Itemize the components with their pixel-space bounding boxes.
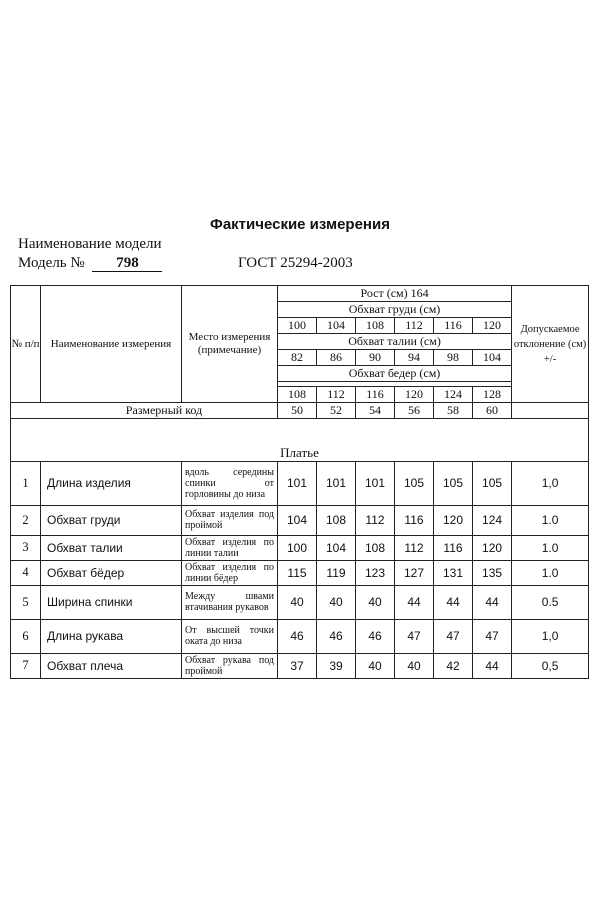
measurement-value: 127 <box>395 560 434 585</box>
row-number: 5 <box>11 585 41 619</box>
measurement-name: Ширина спинки <box>41 585 182 619</box>
table-row <box>11 560 589 585</box>
header-place: Место измерения (примечание) <box>182 286 278 403</box>
measurement-name: Обхват плеча <box>41 653 182 678</box>
measurement-value: 47 <box>395 619 434 653</box>
measurement-value: 40 <box>317 585 356 619</box>
measurement-place: Между швами втачивания рукавов <box>182 585 278 619</box>
model-name-label: Наименование модели <box>18 236 162 252</box>
measurement-value: 40 <box>395 653 434 678</box>
measurement-tolerance: 0.5 <box>512 585 589 619</box>
waist-size-value: 94 <box>395 350 434 366</box>
measurement-place: вдоль середины спинки от горловины до низа <box>182 461 278 505</box>
measurement-value: 120 <box>434 505 473 535</box>
table-row <box>11 505 589 535</box>
table-row <box>11 535 589 560</box>
measurement-value: 123 <box>356 560 395 585</box>
measurement-value: 116 <box>395 505 434 535</box>
header-tolerance: Допускаемое отклонение (см) +/- <box>512 286 589 403</box>
measurement-value: 108 <box>317 505 356 535</box>
header-name: Наименование измерения <box>41 286 182 403</box>
size-code-value: 58 <box>434 403 473 419</box>
measurement-place: Обхват изделия по линии бёдер <box>182 560 278 585</box>
measurement-value: 104 <box>278 505 317 535</box>
chest-size-value: 116 <box>434 318 473 334</box>
measurement-value: 105 <box>434 461 473 505</box>
hips-size-value: 116 <box>356 387 395 403</box>
section-title: Платье <box>11 445 589 462</box>
measurement-value: 39 <box>317 653 356 678</box>
row-number: 1 <box>11 461 41 505</box>
size-code-value: 50 <box>278 403 317 419</box>
header-chest: Обхват груди (см) <box>278 302 512 318</box>
measurement-tolerance: 0,5 <box>512 653 589 678</box>
header-hips: Обхват бедер (см) <box>278 366 512 382</box>
measurement-tolerance: 1.0 <box>512 560 589 585</box>
measurement-value: 46 <box>278 619 317 653</box>
measurement-tolerance: 1.0 <box>512 535 589 560</box>
measurement-value: 131 <box>434 560 473 585</box>
table-row <box>11 461 589 505</box>
waist-size-value: 90 <box>356 350 395 366</box>
gost-standard: ГОСТ 25294-2003 <box>238 255 353 271</box>
measurement-name: Обхват бёдер <box>41 560 182 585</box>
hips-size-value: 112 <box>317 387 356 403</box>
table-row <box>11 653 589 678</box>
measurement-value: 37 <box>278 653 317 678</box>
measurement-value: 112 <box>395 535 434 560</box>
header-waist: Обхват талии (см) <box>278 334 512 350</box>
waist-size-value: 82 <box>278 350 317 366</box>
size-code-value: 60 <box>473 403 512 419</box>
measurement-value: 46 <box>356 619 395 653</box>
chest-size-value: 100 <box>278 318 317 334</box>
measurement-place: Обхват рукава под проймой <box>182 653 278 678</box>
row-number: 2 <box>11 505 41 535</box>
size-code-value: 52 <box>317 403 356 419</box>
measurement-value: 44 <box>473 585 512 619</box>
size-code-tolerance-cell <box>512 403 589 419</box>
hips-size-value: 128 <box>473 387 512 403</box>
model-number-line <box>18 255 162 272</box>
measurement-value: 46 <box>317 619 356 653</box>
model-number-label: Модель № <box>18 255 85 271</box>
table-row <box>11 585 589 619</box>
header-height: Рост (см) 164 <box>278 286 512 302</box>
measurement-value: 108 <box>356 535 395 560</box>
waist-size-value: 98 <box>434 350 473 366</box>
measurement-value: 115 <box>278 560 317 585</box>
row-number: 7 <box>11 653 41 678</box>
page-title: Фактические измерения <box>210 216 390 233</box>
measurement-value: 105 <box>473 461 512 505</box>
hips-size-value: 124 <box>434 387 473 403</box>
measurement-value: 120 <box>473 535 512 560</box>
measurement-place: От высшей точки оката до низа <box>182 619 278 653</box>
measurement-value: 124 <box>473 505 512 535</box>
chest-size-value: 112 <box>395 318 434 334</box>
model-number-value: 798 <box>92 256 162 272</box>
measurement-value: 101 <box>317 461 356 505</box>
measurement-value: 116 <box>434 535 473 560</box>
row-number: 6 <box>11 619 41 653</box>
measurement-value: 44 <box>434 585 473 619</box>
hips-size-value: 120 <box>395 387 434 403</box>
measurements-table <box>10 285 589 679</box>
measurement-tolerance: 1.0 <box>512 505 589 535</box>
measurement-place: Обхват изделия под проймой <box>182 505 278 535</box>
measurement-value: 105 <box>395 461 434 505</box>
measurement-value: 101 <box>356 461 395 505</box>
measurement-value: 104 <box>317 535 356 560</box>
row-number: 3 <box>11 535 41 560</box>
measurement-value: 100 <box>278 535 317 560</box>
header-num: № п/п <box>11 286 41 403</box>
measurement-value: 112 <box>356 505 395 535</box>
measurement-value: 44 <box>473 653 512 678</box>
measurement-value: 47 <box>473 619 512 653</box>
measurement-place: Обхват изделия по линии талии <box>182 535 278 560</box>
hips-size-value: 108 <box>278 387 317 403</box>
waist-size-value: 104 <box>473 350 512 366</box>
chest-size-value: 108 <box>356 318 395 334</box>
table-row <box>11 619 589 653</box>
chest-size-value: 104 <box>317 318 356 334</box>
size-code-value: 56 <box>395 403 434 419</box>
measurement-value: 40 <box>356 653 395 678</box>
measurement-name: Длина изделия <box>41 461 182 505</box>
measurement-name: Длина рукава <box>41 619 182 653</box>
measurement-tolerance: 1,0 <box>512 461 589 505</box>
row-number: 4 <box>11 560 41 585</box>
chest-size-value: 120 <box>473 318 512 334</box>
waist-size-value: 86 <box>317 350 356 366</box>
measurement-value: 135 <box>473 560 512 585</box>
measurement-name: Обхват груди <box>41 505 182 535</box>
measurement-name: Обхват талии <box>41 535 182 560</box>
size-code-label: Размерный код <box>11 403 278 419</box>
measurement-tolerance: 1,0 <box>512 619 589 653</box>
measurement-value: 47 <box>434 619 473 653</box>
size-code-value: 54 <box>356 403 395 419</box>
measurement-value: 101 <box>278 461 317 505</box>
measurement-value: 119 <box>317 560 356 585</box>
measurement-value: 42 <box>434 653 473 678</box>
measurement-value: 44 <box>395 585 434 619</box>
measurement-value: 40 <box>278 585 317 619</box>
measurement-value: 40 <box>356 585 395 619</box>
